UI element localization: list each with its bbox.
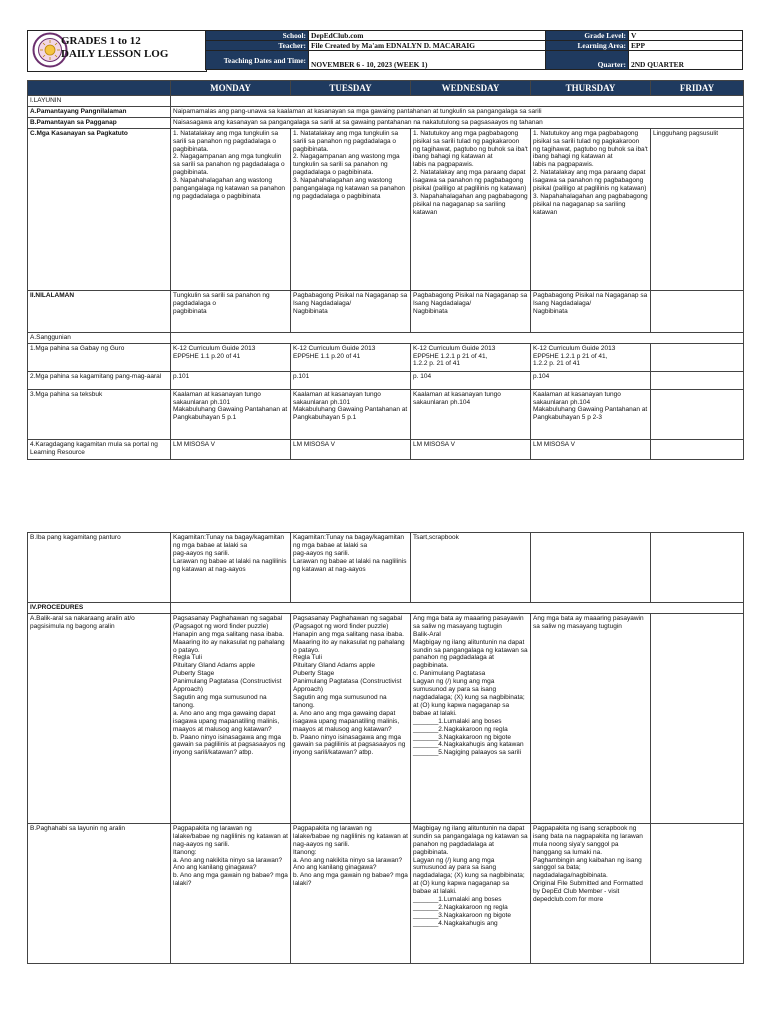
pagganap-label: B.Pamantayan sa Pagganap [28,117,171,128]
sanggunian-cell [171,332,744,343]
grade-label: Grade Level: [546,31,629,41]
balik-tuesday: Pagsasanay Paghahawan ng sagabal (Pagsagot ng word finder puzzle) Hanapin ang mga salitang nasa ibaba. Maaaring ito ay nakasulat ng pahalang o patayo. Regla Tuli Pituitary Gland Adams apple Puberty Stage Panimulang Pagtatasa (Constructivist Approach) Sagutin ang mga sumusunod na tanong. a. Ano ano ang mga gawaing dapat isagawa upang mapanatiling malinis, maayos at malusog ang katawan? b. Paano ninyo isinasagawa ang mga gawain sa paglilinis at pagsasaayos ng inyong sarili/katawan? atbp. [291,613,411,823]
header [27,30,743,72]
balik-thursday: Ang mga bata ay maaaring pasayawin sa saliw ng masayang tugtugin [531,613,651,823]
portal-label: 4.Karagdagang kagamitan mula sa portal ng Learning Resource [28,439,171,459]
kagamitan-monday: p.101 [171,371,291,389]
lesson-table-1 [27,80,744,460]
procedures-label: IV.PROCEDURES [28,603,171,614]
log-title [61,35,168,61]
layunin-label: I.LAYUNIN [28,96,171,107]
teksbuk-row [28,389,744,439]
grade-value: V [629,31,743,41]
logo-title-box [27,30,207,72]
paghahabi-monday: Pagpapakita ng larawan ng lalake/babae ng naglilinis ng katawan at nag-aayos ng sarili. Itanong: a. Ano ang nakikita ninyo sa larawan? Ano ang kanilang ginagawa? b. Ano ang mga gawain ng babae? mga lalaki? [171,823,291,963]
procedures-cell [171,603,744,614]
portal-tuesday: LM MISOSA V [291,439,411,459]
dates-value: NOVEMBER 6 - 10, 2023 (WEEK 1) [309,51,546,70]
iba-row [28,533,744,603]
paghahabi-friday [651,823,744,963]
kasanayan-label: C.Mga Kasanayan sa Pagkatuto [28,128,171,290]
title-line-1: GRADES 1 to 12 [61,35,141,47]
paghahabi-row [28,823,744,963]
balik-monday: Pagsasanay Paghahawan ng sagabal (Pagsagot ng word finder puzzle) Hanapin ang mga salitang nasa ibaba. Maaaring ito ay nakasulat ng pahalang o patayo. Regla Tuli Pituitary Gland Adams apple Puberty Stage Panimulang Pagtatasa (Constructivist Approach) Sagutin ang mga sumusunod na tanong. a. Ano ano ang mga gawaing dapat isagawa upang mapanatiling malinis, maayos at malusog ang katawan? b. Paano ninyo isinasagawa ang mga gawain sa paglilinis at pagsasaayos ng inyong sarili/katawan? atbp. [171,613,291,823]
day-thursday: THURSDAY [531,81,651,96]
iba-thursday [531,533,651,603]
kagamitan-tuesday: p.101 [291,371,411,389]
kagamitan-wednesday: p. 104 [411,371,531,389]
header-grid [205,30,743,70]
pagganap-text: Naisasagawa ang kasanayan sa pangangalaga sa sarili at sa gawaing pantahanan na nakatutulong sa pagsasaayos ng tahanan [171,117,744,128]
dates-label: Teaching Dates and Time: [206,51,309,70]
balik-wednesday: Ang mga bata ay maaaring pasayawin sa saliw ng masayang tugtugin Balik-Aral Magbigay ng ilang alituntunin na dapat sundin sa pangangalaga ng katawan sa panahon ng pagdadalaga at pagbibinata. c. Panimulang Pagtatasa Lagyan ng (/) kung ang mga sumusunod ay para sa isang nagdadalaga; (X) kung sa nagbibinata; at (O) kung kapwa nagaganap sa babae at lalaki. _______1.Lumalaki ang boses _______2.Nagkakaroon ng regla _______3.Nagkakaroon ng bigote _______4.Nagkakahugis ang katawan _______5.Nagiging palaayos sa sarili [411,613,531,823]
corner-cell [28,81,171,96]
kagamitan-thursday: p.104 [531,371,651,389]
portal-thursday: LM MISOSA V [531,439,651,459]
paghahabi-wednesday: Magbigay ng ilang alituntunin na dapat sundin sa pangangalaga ng katawan sa panahon ng pagdadalaga at pagbibinata. Lagyan ng (/) kung ang mga sumusunod ay para sa isang nagdadalaga; (X) kung sa nagbibinata; at (O) kung kapwa nagaganap sa babae at lalaki. _______1.Lumalaki ang boses _______2.Nagkakaroon ng regla _______3.Nagkakaroon ng bigote _______4.Nagkakahugis ang [411,823,531,963]
gabay-label: 1.Mga pahina sa Gabay ng Guro [28,343,171,371]
gabay-wednesday: K-12 Curriculum Guide 2013 EPP5HE 1.2.1 p 21 of 41, 1.2.2 p. 21 of 41 [411,343,531,371]
school-label: School: [206,31,309,41]
kasanayan-wednesday: 1. Natutukoy ang mga pagbabagong pisikal sa sarili tulad ng pagkakaroon ng tagihawat, pagtubo ng buhok sa iba't ibang bahagi ng katawan at labis na pagpapawis. 2. Natatalakay ang mga paraang dapat isagawa sa panahon ng pagbabagong pisikal (paliligo at paglilinis ng katawan) 3. Napahahalagahan ang pagbabagong pisikal na nagaganap sa sariling katawan [411,128,531,290]
teacher-value: File Created by Ma'am EDNALYN D. MACARAIG [309,41,546,51]
gabay-friday [651,343,744,371]
teksbuk-wednesday: Kaalaman at kasanayan tungo sakaunlaran ph.104 [411,389,531,439]
day-friday: FRIDAY [651,81,744,96]
nilalaman-row [28,290,744,332]
portal-monday: LM MISOSA V [171,439,291,459]
portal-wednesday: LM MISOSA V [411,439,531,459]
title-line-2: DAILY LESSON LOG [61,48,169,60]
area-value: EPP [629,41,743,51]
day-monday: MONDAY [171,81,291,96]
day-wednesday: WEDNESDAY [411,81,531,96]
gabay-tuesday: K-12 Curriculum Guide 2013 EPP5HE 1.1 p.20 of 41 [291,343,411,371]
gabay-monday: K-12 Curriculum Guide 2013 EPP5HE 1.1 p.20 of 41 [171,343,291,371]
gabay-thursday: K-12 Curriculum Guide 2013 EPP5HE 1.2.1 p 21 of 41, 1.2.2 p. 21 of 41 [531,343,651,371]
pamantayang-text: Naipamamalas ang pang-unawa sa kaalaman at kasanayan sa mga gawaing pantahanan at tungkulin sa pangangalaga sa sarili [171,106,744,117]
kasanayan-thursday: 1. Natutukoy ang mga pagbabagong pisikal sa sarili tulad ng pagkakaroon ng tagihawat, pagtubo ng buhok sa iba't ibang bahagi ng katawan at labis na pagpapawis. 2. Natatalakay ang mga paraang dapat isagawa sa panahon ng pagbabagong pisikal (paliligo at paglilinis ng katawan) 3. Napahahalagahan ang pagbabagong pisikal na nagaganap sa sariling katawan [531,128,651,290]
iba-monday: Kagamitan:Tunay na bagay/kagamitan ng mga babae at lalaki sa pag-aayos ng sarili. Larawan ng babae at lalaki na naglilinis ng katawan at nag-aayos [171,533,291,603]
lesson-table-2 [27,532,744,964]
nilalaman-friday [651,290,744,332]
teksbuk-thursday: Kaalaman at kasanayan tungo sakaunlaran ph.104 Makabuluhang Gawaing Pantahanan at Pangkabuhayan 5 p 2-3 [531,389,651,439]
nilalaman-label: II.NILALAMAN [28,290,171,332]
paghahabi-label: B.Paghahabi sa layunin ng aralin [28,823,171,963]
balik-label: A.Balik-aral sa nakaraang aralin at/o pagsisimula ng bagong aralin [28,613,171,823]
kasanayan-row [28,128,744,290]
iba-label: B.Iba pang kagamitang panturo [28,533,171,603]
quarter-label: Quarter: [546,51,629,70]
sanggunian-row [28,332,744,343]
iba-wednesday: Tsart,scrapbook [411,533,531,603]
balik-row [28,613,744,823]
teksbuk-label: 3.Mga pahina sa teksbuk [28,389,171,439]
day-header-row [28,81,744,96]
portal-row [28,439,744,459]
quarter-value: 2ND QUARTER [629,51,743,70]
balik-friday [651,613,744,823]
kagamitan-label: 2.Mga pahina sa kagamitang pang-mag-aaral [28,371,171,389]
teksbuk-friday [651,389,744,439]
teksbuk-tuesday: Kaalaman at kasanayan tungo sakaunlaran ph.101 Makabuluhang Gawaing Pantahanan at Pangkabuhayan 5 p.1 [291,389,411,439]
pagganap-row [28,117,744,128]
nilalaman-monday: Tungkulin sa sarili sa panahon ng pagdadalaga o pagbibinata [171,290,291,332]
layunin-row [28,96,744,107]
procedures-row [28,603,744,614]
kasanayan-friday: Lingguhang pagsusulit [651,128,744,290]
school-value: DepEdClub.com [309,31,546,41]
area-label: Learning Area: [546,41,629,51]
paghahabi-tuesday: Pagpapakita ng larawan ng lalake/babae ng naglilinis ng katawan at nag-aayos ng sarili. Itanong: a. Ano ang nakikita ninyo sa larawan? Ano ang kanilang ginagawa? b. Ano ang mga gawain ng babae? mga lalaki? [291,823,411,963]
kasanayan-monday: 1. Natatalakay ang mga tungkulin sa sarili sa panahon ng pagdadalaga o pagbibinata. 2. Nagagampanan ang mga tungkulin sa sarili sa panahon ng pagdadalaga o pagbibinata. 3. Napahahalagahan ang wastong pangangalaga ng katawan sa panahon ng pagdadalaga o pagbibinata [171,128,291,290]
pamantayang-row [28,106,744,117]
iba-friday [651,533,744,603]
sanggunian-label: A.Sanggunian [28,332,171,343]
kagamitan-friday [651,371,744,389]
nilalaman-thursday: Pagbabagong Pisikal na Nagaganap sa Isang Nagdadalaga/ Nagbibinata [531,290,651,332]
kasanayan-tuesday: 1. Natatalakay ang mga tungkulin sa sarili sa panahon ng pagdadalaga o pagbibinata. 2. Nagagampanan ang wastong mga tungkulin sa sarili sa panahon ng pagdadalaga o pagbibinata. 3. Napahahalagahan ang wastong pangangalaga ng katawan sa panahon ng pagdadalaga o pagbibinata [291,128,411,290]
nilalaman-wednesday: Pagbabagong Pisikal na Nagaganap sa Isang Nagdadalaga/ Nagbibinata [411,290,531,332]
layunin-cell [171,96,744,107]
teksbuk-monday: Kaalaman at kasanayan tungo sakaunlaran ph.101 Makabuluhang Gawaing Pantahanan at Pangkabuhayan 5 p.1 [171,389,291,439]
pamantayang-label: A.Pamantayang Pangnilalaman [28,106,171,117]
gabay-row [28,343,744,371]
iba-tuesday: Kagamitan:Tunay na bagay/kagamitan ng mga babae at lalaki sa pag-aayos ng sarili. Larawan ng babae at lalaki na naglilinis ng katawan at nag-aayos [291,533,411,603]
kagamitan-row [28,371,744,389]
portal-friday [651,439,744,459]
day-tuesday: TUESDAY [291,81,411,96]
paghahabi-thursday: Pagpapakita ng isang scrapbook ng isang bata na nagpapakita ng larawan mula noong siya'y sanggol pa hanggang sa lumaki na. Paghambingin ang kaibahan ng isang sanggol sa bata; nagdadalaga/nagbibinata. Original File Submitted and Formatted by DepEd Club Member - visit depedclub.com for more [531,823,651,963]
teacher-label: Teacher: [206,41,309,51]
nilalaman-tuesday: Pagbabagong Pisikal na Nagaganap sa Isang Nagdadalaga/ Nagbibinata [291,290,411,332]
